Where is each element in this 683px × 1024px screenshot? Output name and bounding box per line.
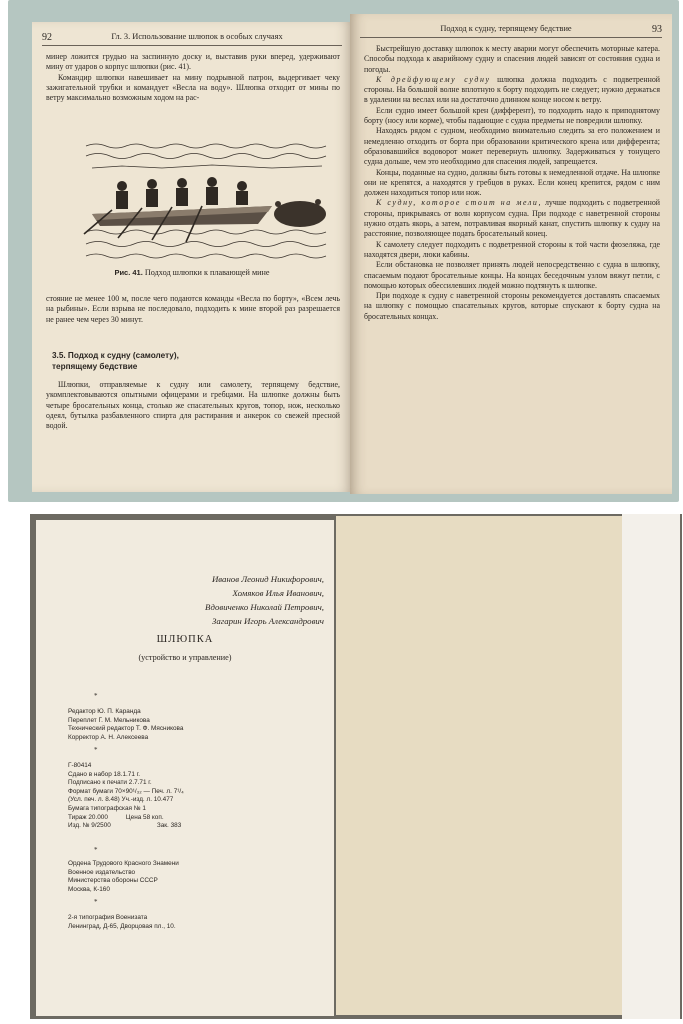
text-block-top <box>46 52 340 103</box>
printer-info <box>68 914 328 931</box>
figure-caption <box>32 268 352 277</box>
section-title-line: 3.5. Подход к судну (самолету), <box>52 351 179 360</box>
author-name: Вдовиченко Николай Петрович, <box>205 602 324 612</box>
paragraph: стояние не менее 100 м, после чего подаются команды «Весла по борту», «Всем лечь на рыбины». Если взрыва не последовало, подходить к мине второй раз разрешается не ранее чем через 30 минут. <box>46 294 340 324</box>
izd-number: Изд. № 9/2500 <box>68 822 111 830</box>
paragraph <box>364 168 660 199</box>
page-number: 93 <box>652 24 662 35</box>
staff-line: Корректор А. Н. Алексеева <box>68 733 149 741</box>
section-running-title: Подход к судну, терпящему бедствие <box>440 24 572 33</box>
paragraph: Командир шлюпки навешивает на мину подрывной патрон, выдергивает чеку зажигательной трубки и командует «Весла на воду». Шлюпка отходит от мины по ветру максимально возможным ходом на рас- <box>46 72 340 103</box>
page-92 <box>32 22 352 492</box>
book-title: ШЛЮПКА <box>156 634 214 645</box>
author-name: Загарин Игорь Александрович <box>212 616 324 626</box>
paragraph-text: лучше подходить с подветренной стороны, прикрываясь от волн корпусом судна. При подходе с наветренной стороны нужно отдать якорь, а затем, потравливая якорный канат, спустить шлюпку к судну на расстояние, позволяющее подать бросательный конец. <box>364 198 660 239</box>
staff-line: Редактор Ю. П. Каранда <box>68 708 141 715</box>
asterisk-divider: * <box>94 898 98 906</box>
running-head-92 <box>42 32 342 46</box>
price: Цена 58 коп. <box>125 813 164 821</box>
publisher-line: Военное издательство <box>68 868 136 876</box>
paragraph-text: Если судно имеет большой крен (дифферент), то подходить надо к приподнятому борту (носу или корме), чтобы падающие с судна предметы не повредили шлюпку. <box>364 105 660 126</box>
paragraph-text: Находясь рядом с судном, необходимо внимательно следить за его положением и немедленно отходить от борта при образовании критического крена или дифферента; образовавшийся водоворот может перевернуть шлюпку. Задерживаться у тонущего судна дольше, чем это необходимо для спасения людей, запрещается. <box>364 126 660 167</box>
paragraph <box>364 291 660 322</box>
print-line: Формат бумаги 70×90¹/₃₂ — Печ. л. 7¹/₄ <box>68 787 184 795</box>
paragraph-text: шлюпка должна подходить с подветренной стороны. На большой волне вплотную к борту подходить не следует; нужно держаться в удалении на веслах или на достаточно длинном конце носом к ветру. <box>364 74 660 105</box>
blank-page <box>336 516 622 1015</box>
order-number: Зак. 383 <box>156 822 182 830</box>
book-spread-colophon <box>30 514 682 1019</box>
paragraph: минер ложится грудью на заспинную доску и, выставив руки вперед, удерживают мину от ударов о корпус шлюпки (рис. 41). <box>46 52 340 72</box>
paragraph <box>364 260 660 291</box>
paragraph-text: При подходе к судну с наветренной стороны рекомендуется доставлять спасаемых на шлюпку с помощью спасательных кругов, которые спускают к борту судна на бросательных концах. <box>364 291 660 321</box>
paragraph <box>364 198 660 239</box>
chapter-title: Гл. 3. Использование шлюпок в особых случаях <box>111 32 283 41</box>
publisher-line: Москва, К-160 <box>68 885 110 893</box>
printer-line: Ленинград, Д-65, Дворцовая пл., 10. <box>68 922 176 930</box>
running-head-93 <box>360 24 662 38</box>
circulation: Тираж 20.000 <box>68 813 108 821</box>
section-title-line: терпящему бедствие <box>52 362 138 371</box>
spaced-emphasis: К судну, которое стоит на мели, <box>376 198 543 208</box>
paragraph-text: Быстрейшую доставку шлюпок к месту аварии могут обеспечить моторные катера. Способы подхода к аварийному судну и спасения людей зависят от состояния судна и погоды. <box>364 44 660 74</box>
paragraph <box>364 75 660 106</box>
print-line: Бумага типографская № 1 <box>68 804 146 812</box>
spaced-emphasis: К дрейфующему судну <box>376 74 491 84</box>
paragraph-text: Если обстановка не позволяет принять людей непосредственно с судна в шлюпку, спасаемым подают бросательные концы. На концах беседочным узлом вяжут петли, с помощью которых обессилевших людей можно подтянуть к шлюпке. <box>364 260 660 290</box>
caption-text: Подход шлюпки к плавающей мине <box>144 268 270 277</box>
colophon-page <box>36 520 334 1016</box>
book-spread-pages-92-93 <box>8 0 679 502</box>
caption-number: Рис. 41. <box>114 268 143 277</box>
asterisk-divider: * <box>94 692 98 700</box>
paragraph <box>364 240 660 261</box>
censor-code: Г-80414 <box>68 762 92 769</box>
book-subtitle: (устройство и управление) <box>138 653 232 662</box>
paragraph: Шлюпки, отправляемые к судну или самолету, терпящему бедствие, укомплектовываются опытными офицерами и гребцами. На шлюпке должны быть четыре бросательных конца, столько же спасательных кругов, топор, нож, несколько одеял, бутылка разбавленного спирта для растирания и анкерок со свежей пресной водой. <box>46 380 340 431</box>
paragraph-text: Концы, поданные на судно, должны быть готовы к немедленной отдаче. На шлюпке они не крепятся, а находятся у гребцов в руках. Если конец крепится, рядом с ним должен находиться топор или нож. <box>364 167 660 198</box>
printer-line: 2-я типография Военизата <box>68 914 148 921</box>
publisher-info <box>68 860 328 894</box>
paragraph <box>364 44 660 75</box>
publisher-line: Ордена Трудового Красного Знамени <box>68 860 179 867</box>
paragraph-text: К самолету следует подходить с подветренной стороны к той части фюзеляжа, где находятся двери, люки кабины. <box>364 239 660 259</box>
print-line: Сдано в набор 18.1.71 г. <box>68 770 140 778</box>
figure-boat-approaching-mine <box>82 134 334 266</box>
text-block <box>364 44 660 322</box>
staff-line: Технический редактор Т. Ф. Мясникова <box>68 725 184 733</box>
circulation-row <box>68 814 328 823</box>
text-block-mid <box>46 294 340 325</box>
asterisk-divider: * <box>94 846 98 854</box>
endpaper <box>622 514 680 1019</box>
print-line: (Усл. печ. л. 8.48) Уч.-изд. л. 10.477 <box>68 796 174 804</box>
paragraph <box>364 106 660 127</box>
page-number: 92 <box>42 32 52 43</box>
author-list <box>205 572 324 628</box>
staff-line: Переплет Г. М. Мельникова <box>68 716 150 724</box>
asterisk-divider: * <box>94 746 98 754</box>
publisher-line: Министерства обороны СССР <box>68 877 158 885</box>
editorial-staff <box>68 708 328 742</box>
print-line: Подписано к печати 2.7.71 г. <box>68 779 152 787</box>
text-block-bottom <box>46 380 340 431</box>
paragraph <box>364 126 660 167</box>
print-details <box>68 762 328 831</box>
author-name: Иванов Леонид Никифорович, <box>211 574 324 584</box>
author-name: Хомяков Илья Иванович, <box>232 588 324 598</box>
section-heading <box>52 350 332 372</box>
order-row <box>68 822 328 831</box>
page-93 <box>350 14 672 494</box>
